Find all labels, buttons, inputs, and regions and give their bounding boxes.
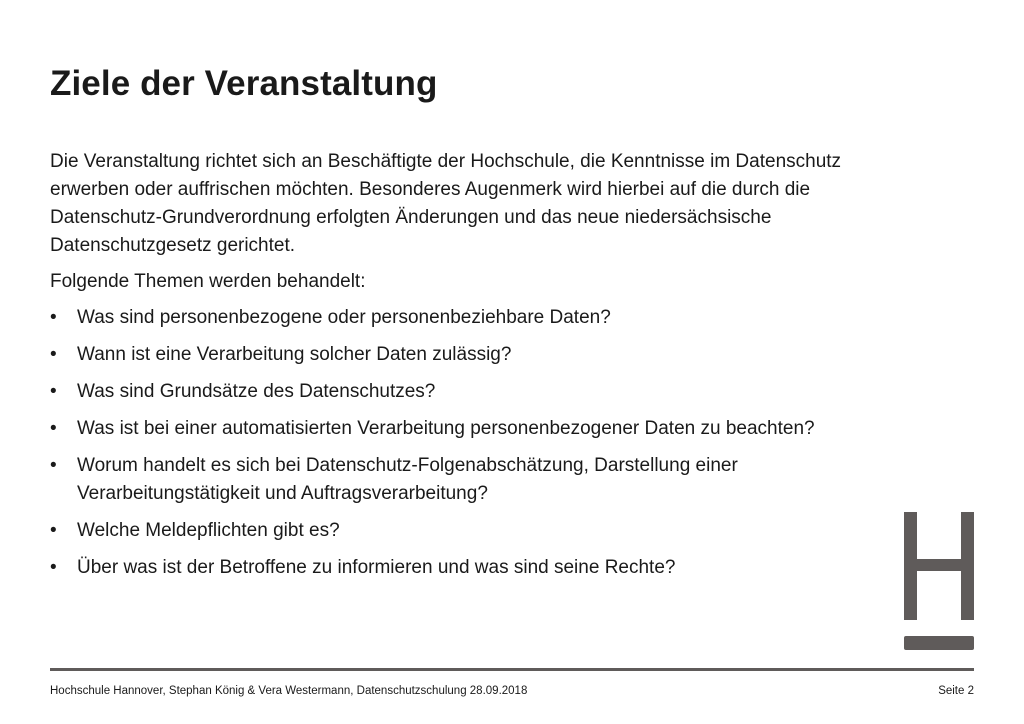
topics-lead: Folgende Themen werden behandelt: — [50, 271, 366, 292]
topic-item — [50, 517, 850, 545]
bullet-icon: • — [50, 520, 57, 541]
topic-item — [50, 415, 850, 443]
topic-item — [50, 341, 850, 369]
topic-text: Was sind Grundsätze des Datenschutzes? — [77, 381, 436, 402]
bullet-icon: • — [50, 344, 57, 365]
topic-text: Was sind personenbezogene oder personenbeziehbare Daten? — [77, 307, 611, 328]
slide-title: Ziele der Veranstaltung — [50, 64, 438, 103]
footer-divider — [50, 668, 974, 671]
topic-text: Was ist bei einer automatisierten Verarbeitung personenbezogener Daten zu beachten? — [77, 418, 815, 439]
bullet-icon: • — [50, 455, 57, 476]
bullet-icon: • — [50, 557, 57, 578]
topic-item — [50, 452, 850, 508]
topic-text: Wann ist eine Verarbeitung solcher Daten zulässig? — [77, 344, 512, 365]
hochschule-logo-icon — [904, 512, 974, 652]
topic-text: Worum handelt es sich bei Datenschutz-Folgenabschätzung, Darstellung einer Verarbeitungstätigkeit und Auftragsverarbeitung? — [77, 455, 738, 504]
topics-list — [50, 304, 850, 591]
page-number: Seite 2 — [938, 685, 974, 697]
topic-item — [50, 304, 850, 332]
intro-paragraph: Die Veranstaltung richtet sich an Beschäftigte der Hochschule, die Kenntnisse im Datenschutz erwerben oder auffrischen möchten. Besonderes Augenmerk wird hierbei auf die durch die Datenschutz-Grundverordnung erfolgten Änderungen und das neue niedersächsische Datenschutzgesetz gerichtet. — [50, 151, 842, 256]
footer-text: Hochschule Hannover, Stephan König & Vera Westermann, Datenschutzschulung 28.09.2018 — [50, 685, 528, 697]
topic-text: Über was ist der Betroffene zu informieren und was sind seine Rechte? — [77, 557, 676, 578]
logo-bar-right — [961, 512, 974, 620]
topic-text: Welche Meldepflichten gibt es? — [77, 520, 340, 541]
topic-item — [50, 378, 850, 406]
bullet-icon: • — [50, 307, 57, 328]
topic-item — [50, 554, 850, 582]
bullet-icon: • — [50, 418, 57, 439]
logo-bar-bottom — [904, 636, 974, 650]
bullet-icon: • — [50, 381, 57, 402]
